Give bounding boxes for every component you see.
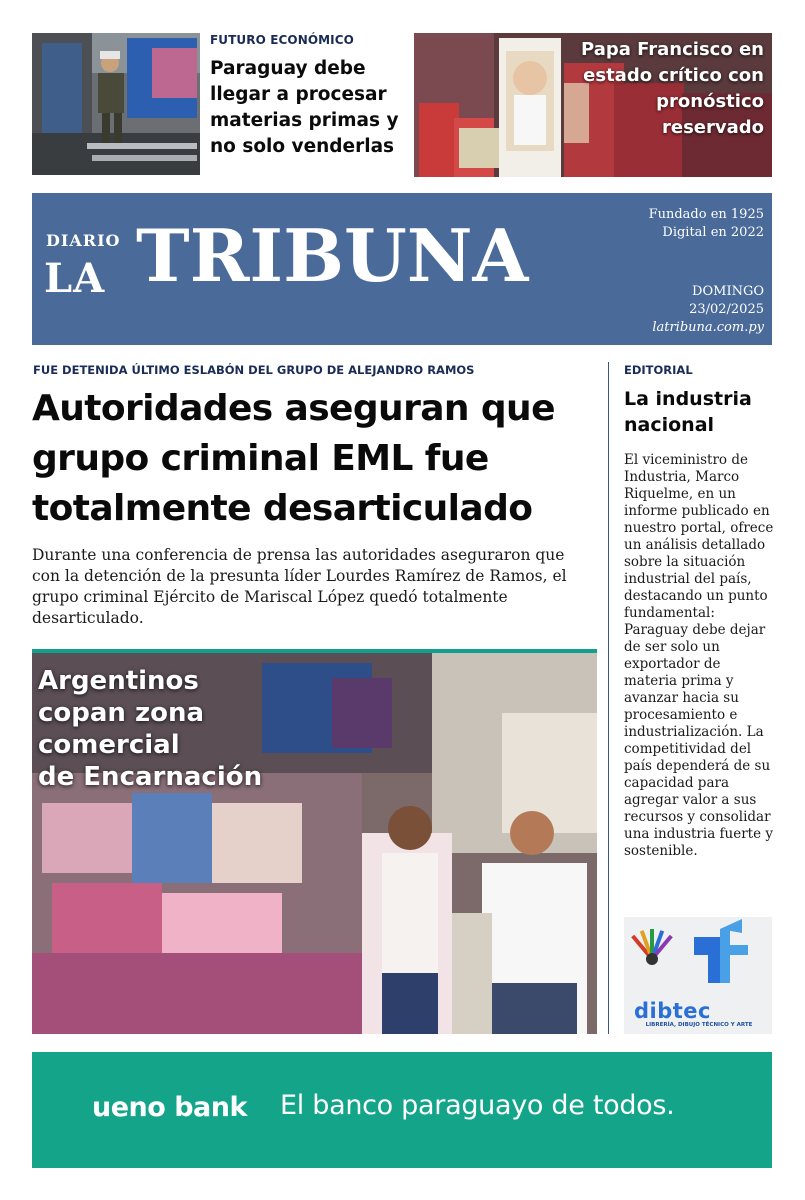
teaser-economy-kicker: FUTURO ECONÓMICO [210,33,354,47]
masthead-date-info [652,283,764,337]
market-headline-line-1: Argentinos [38,666,199,696]
factory-scene-image [32,33,200,175]
masthead-date: 23/02/2025 [689,302,764,317]
teaser-economy-headline[interactable]: Paraguay debe llegar a procesar materias primas y no solo venderlas [210,58,399,157]
industrial-worker-photo[interactable] [32,33,200,175]
teaser-pope-headline[interactable]: Papa Francisco en estado crítico con pronóstico reservado [580,39,764,138]
editorial-headline[interactable]: La industria nacional [624,388,752,436]
main-story-headline[interactable]: Autoridades aseguran que grupo criminal EML fue totalmente desarticulado [32,388,555,529]
market-headline-line-2: copan zona [38,698,205,728]
masthead-la: LA [44,255,106,302]
dibtec-ad[interactable] [624,917,772,1034]
masthead-diario: DIARIO [46,231,121,250]
masthead-logo[interactable]: TRIBUNA [136,213,529,298]
ueno-bank-logo: ueno bank [92,1092,247,1123]
main-story-lead: Durante una conferencia de prensa las autoridades aseguraron que con la detención de la presunta líder Lourdes Ramírez de Ramos, el grupo criminal Ejército de Mariscal López quedó totalmente desarticulado. [32,546,567,627]
masthead-weekday: DOMINGO [692,284,764,299]
dibtec-tagline: LIBRERÍA, DIBUJO TÉCNICO Y ARTE [645,1022,753,1028]
masthead[interactable] [32,193,772,345]
dibtec-logo-icon [624,917,772,1001]
masthead-url[interactable]: latribuna.com.py [652,320,764,335]
market-headline-line-3: comercial [38,730,180,760]
column-divider [608,362,609,1034]
teaser-pope[interactable] [414,33,772,177]
masthead-founded: Fundado en 1925 [648,207,764,222]
teaser-economy[interactable] [210,33,402,160]
main-story-kicker: FUE DETENIDA ÚLTIMO ESLABÓN DEL GRUPO DE ALEJANDRO RAMOS [33,363,475,377]
masthead-founded-info [649,206,764,242]
ueno-bank-slogan: El banco paraguayo de todos. [280,1090,675,1121]
editorial-body: El viceministro de Industria, Marco Riquelme, en un informe publicado en nuestro portal, ofrece un análisis detallado sobre la situación industrial del país, destacando un punto fundamental: Paraguay debe dejar de ser solo un exportador de materia prima y avanzar hacia su procesamiento e industrialización. La competitividad del país dependerá de su capacidad para agregar valor a sus recursos y consolidar una industria fuerte y sostenible. [624,452,774,859]
market-photo-story[interactable] [32,649,597,1034]
market-photo-headline[interactable] [38,665,338,793]
masthead-digital: Digital en 2022 [662,225,764,240]
editorial-kicker: EDITORIAL [624,363,693,377]
market-headline-line-4: de Encarnación [38,762,263,792]
ueno-bank-ad[interactable] [32,1052,772,1168]
dibtec-brand: dibtec [634,999,711,1023]
